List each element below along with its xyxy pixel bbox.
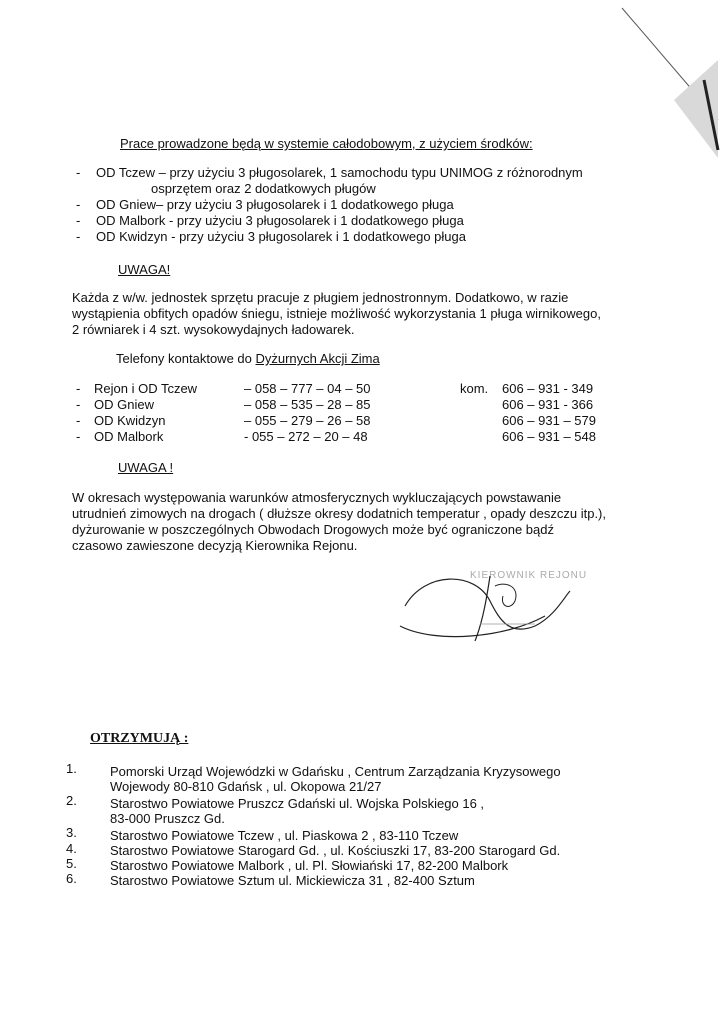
paragraph-line: wystąpienia obfitych opadów śniegu, istnieje możliwość wykorzystania 1 pługa wirnikowego,	[72, 306, 601, 321]
paragraph-line: Każda z w/w. jednostek sprzętu pracuje z pługiem jednostronnym. Dodatkowo, w razie	[72, 290, 569, 305]
recipient-line: 83-000 Pruszcz Gd.	[110, 811, 225, 826]
recipient-line: Starostwo Powiatowe Starogard Gd. , ul. Kościuszki 17, 83-200 Starogard Gd.	[110, 843, 561, 858]
contact-mobile: 606 – 931 – 548	[502, 429, 596, 444]
recipient-line: Starostwo Powiatowe Pruszcz Gdański ul. Wojska Polskiego 16 ,	[110, 796, 485, 811]
list-item: OD Tczew – przy użyciu 3 pługosolarek, 1 samochodu typu UNIMOG z różnorodnym	[96, 165, 583, 180]
paragraph-line: 2 równiarek i 4 szt. wysokowydajnych ładowarek.	[72, 322, 355, 337]
paragraph-line: utrudnień zimowych na drogach ( dłuższe okresy dodatnich temperatur , opady deszczu itp.),	[72, 506, 606, 521]
paragraph-line: W okresach występowania warunków atmosferycznych wykluczających powstawanie	[72, 490, 562, 505]
contact-phone: – 055 – 279 – 26 – 58	[244, 413, 371, 428]
list-item: OD Malbork - przy użyciu 3 pługosolarek i 1 dodatkowego pługa	[96, 213, 464, 228]
signature-image	[395, 566, 588, 646]
paragraph-line: dyżurowanie w poszczególnych Obwodach Drogowych może być ograniczone bądź	[72, 522, 554, 537]
recipient-number: 5.	[66, 856, 77, 871]
warning-title: UWAGA!	[118, 262, 171, 277]
list-bullet: -	[76, 165, 81, 180]
recipient-number: 6.	[66, 871, 77, 886]
row-bullet: -	[76, 429, 81, 444]
recipient-number: 4.	[66, 841, 77, 856]
list-item-continuation: osprzętem oraz 2 dodatkowych pługów	[151, 181, 376, 196]
contact-phone: – 058 – 535 – 28 – 85	[244, 397, 371, 412]
contact-phone: - 055 – 272 – 20 – 48	[244, 429, 368, 444]
recipient-number: 2.	[66, 793, 77, 808]
contact-mobile: 606 – 931 - 349	[502, 381, 594, 396]
contact-mobile: 606 – 931 - 366	[502, 397, 594, 412]
list-item: OD Kwidzyn - przy użyciu 3 pługosolarek i 1 dodatkowego pługa	[96, 229, 466, 244]
recipients-title: OTRZYMUJĄ :	[90, 731, 189, 746]
recipient-line: Wojewody 80-810 Gdańsk , ul. Okopowa 21/27	[110, 779, 382, 794]
recipient-number: 3.	[66, 825, 77, 840]
recipient-line: Starostwo Powiatowe Tczew , ul. Piaskowa 2 , 83-110 Tczew	[110, 828, 459, 843]
contact-name: Rejon i OD Tczew	[94, 381, 198, 396]
contact-name: OD Gniew	[94, 397, 154, 412]
recipient-line: Pomorski Urząd Wojewódzki w Gdańsku , Centrum Zarządzania Kryzysowego	[110, 764, 561, 779]
warning-title: UWAGA !	[118, 460, 174, 475]
contact-phone: – 058 – 777 – 04 – 50	[244, 381, 371, 396]
scan-corner-mark	[614, 0, 724, 160]
row-bullet: -	[76, 413, 81, 428]
row-bullet: -	[76, 397, 81, 412]
contacts-title-link: Dyżurnych Akcji Zima	[255, 351, 380, 366]
contacts-title	[116, 351, 380, 366]
list-bullet: -	[76, 229, 81, 244]
recipient-line: Starostwo Powiatowe Malbork , ul. Pl. Słowiański 17, 82-200 Malbork	[110, 858, 509, 873]
kom-label: kom.	[460, 381, 489, 396]
contact-mobile: 606 – 931 – 579	[502, 413, 596, 428]
paragraph-line: czasowo zawieszone decyzją Kierownika Rejonu.	[72, 538, 358, 553]
stamp-text: KIEROWNIK REJONU	[470, 570, 588, 581]
contact-name: OD Kwidzyn	[94, 413, 166, 428]
intro-line: Prace prowadzone będą w systemie całodobowym, z użyciem środków:	[120, 136, 533, 151]
list-item: OD Gniew– przy użyciu 3 pługosolarek i 1 dodatkowego pługa	[96, 197, 454, 212]
list-bullet: -	[76, 197, 81, 212]
list-bullet: -	[76, 213, 81, 228]
row-bullet: -	[76, 381, 81, 396]
contact-name: OD Malbork	[94, 429, 164, 444]
contacts-title-prefix: Telefony kontaktowe do	[116, 351, 256, 366]
recipient-number: 1.	[66, 761, 77, 776]
recipient-line: Starostwo Powiatowe Sztum ul. Mickiewicza 31 , 82-400 Sztum	[110, 873, 475, 888]
